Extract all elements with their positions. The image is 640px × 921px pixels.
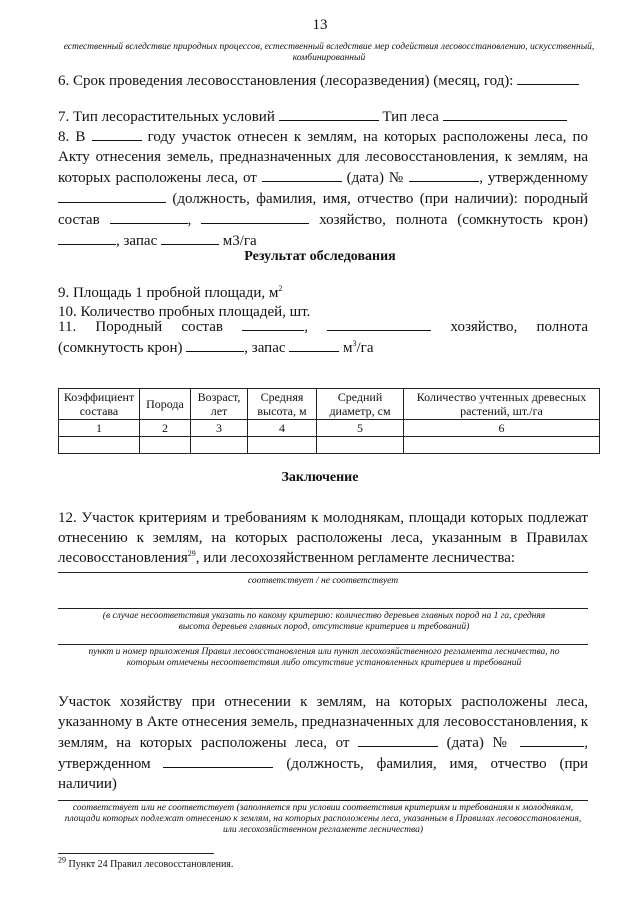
footnote-divider — [58, 853, 214, 854]
note-conformity: соответствует / не соответствует — [247, 576, 399, 586]
table-number-cell: 4 — [248, 420, 317, 437]
table-empty-cell — [317, 437, 404, 454]
table-header-cell: Количество учтенных древесных растений, шт./га — [404, 389, 600, 420]
item9: 9. Площадь 1 пробной площади, $м^2$ — [58, 284, 283, 301]
note-conformity-2: соответствует или не соответствует (заполняется при условии соответствия критериям и требованиям к молоднякам, площади которых подлежат отнесению к землям, на которых расположены леса, указанным в Правилах лесовосстановления, или лесохозяйственном регламенте лесничества) — [64, 803, 582, 835]
item8-line4: (должность, фамилия, имя, отчество (при наличии): породный — [58, 188, 588, 209]
table-header-cell: Порода — [140, 389, 191, 420]
item6-blank — [517, 70, 579, 85]
para2-line4: утвержденном (должность, фамилия, имя, отчество (при — [58, 753, 588, 774]
table-empty-cell — [404, 437, 600, 454]
table-number-cell: 2 — [140, 420, 191, 437]
item7 — [58, 106, 567, 127]
table-empty-cell — [59, 437, 140, 454]
table-empty-row — [59, 437, 600, 454]
item10: 10. Количество пробных площадей, шт. — [58, 304, 311, 320]
item12-line3: лесовосстановления$^{29}$, или лесохозяйственном регламенте лесничества: — [58, 549, 516, 566]
item8 — [58, 126, 588, 251]
section6-note: естественный вследствие природных процессов, естественный вследствие мер содействия лесовосстановлению, искусственный, комбинированный — [63, 42, 595, 63]
note-rules: пункт и номер приложения Правил лесовосстановления или пункт лесохозяйственного регламента лесничества, по которым отмечены несоответствия либо отсутствие установленных критериев и требований — [88, 647, 560, 668]
para2-line1: Участок хозяйству при отнесении к землям, на которых расположены леса, — [58, 694, 588, 710]
conclusion-heading: Заключение — [281, 470, 359, 485]
item12 — [58, 508, 588, 568]
answer-line-2 — [58, 608, 588, 609]
table-number-cell: 1 — [59, 420, 140, 437]
para2-line5: наличии) — [58, 776, 117, 792]
note-criterion: (в случае несоответствия указать по какому критерию: количество деревьев главных пород на 1 га, средняя высота деревьев главных пород, отсутствие критериев и требований) — [102, 611, 546, 632]
table-header-cell: Средний диаметр, см — [317, 389, 404, 420]
table-header-cell: Коэффициент состава — [59, 389, 140, 420]
survey-table — [58, 388, 600, 454]
table-header-cell: Возраст, лет — [191, 389, 248, 420]
item11-line1: 11. Породный состав , хозяйство, полнота — [58, 316, 588, 337]
item6-text: 6. Срок проведения лесовосстановления (лесоразведения) (месяц, год): — [58, 73, 514, 89]
item6 — [58, 70, 579, 91]
item8-line5: состав , хозяйство, полнота (сомкнутость крон) — [58, 209, 588, 230]
item12-line2: отнесению к землям, на которых расположены леса, указанным в Правилах — [58, 530, 588, 546]
item8-line1: 8. В году участок отнесен к землям, на которых расположены леса, по — [58, 126, 588, 147]
item12-line1: 12. Участок критериям и требованиям к молоднякам, площади которых подлежат — [58, 510, 588, 526]
item8-line6: , запас м3/га — [58, 230, 588, 251]
answer-line-3 — [58, 644, 588, 645]
item11-line2: (сомкнутость крон) , запас $м^3/га$ — [58, 339, 374, 356]
item7-label: 7. Тип лесорастительных условий — [58, 109, 275, 125]
item7-forest-type: Тип леса — [382, 109, 439, 125]
table-empty-cell — [140, 437, 191, 454]
para2 — [58, 692, 588, 794]
item8-line2: Акту отнесения земель, предназначенных для лесовосстановления, к землям, на — [58, 149, 588, 165]
table-header-row — [59, 389, 600, 420]
footnote-text: Пункт 24 Правил лесовосстановления. — [68, 859, 234, 870]
item8-line3: которых расположены леса, от (дата) № , утвержденному — [58, 167, 588, 188]
result-heading: Результат обследования — [244, 249, 396, 264]
table-number-cell: 3 — [191, 420, 248, 437]
table-empty-cell — [191, 437, 248, 454]
table-number-row — [59, 420, 600, 437]
para2-line3: землям, на которых расположены леса, от (дата) № , — [58, 732, 588, 753]
item7-blank-1 — [279, 106, 379, 121]
answer-line-4 — [58, 800, 588, 801]
table-number-cell: 6 — [404, 420, 600, 437]
footnote — [58, 855, 234, 870]
item7-blank-2 — [443, 106, 567, 121]
footnote-mark: 29 — [58, 855, 66, 865]
para2-line2: указанному в Акте отнесения земель, предназначенных для лесовосстановления, к — [58, 714, 588, 730]
table-number-cell: 5 — [317, 420, 404, 437]
table-empty-cell — [248, 437, 317, 454]
answer-line-1 — [58, 572, 588, 573]
item11 — [58, 316, 588, 358]
table-header-cell: Средняя высота, м — [248, 389, 317, 420]
page-number: 13 — [312, 17, 328, 33]
